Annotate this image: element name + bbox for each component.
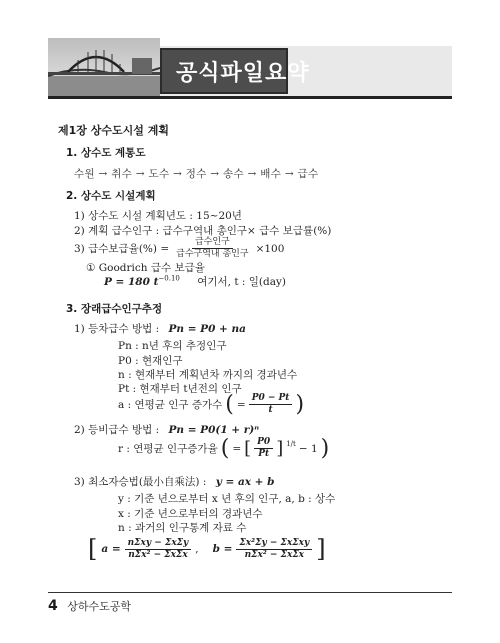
page-number: 4	[48, 598, 58, 614]
coef-a-fraction	[125, 538, 192, 561]
annual-increase-numerator: P0 − Pt	[249, 393, 293, 405]
goodrich-exponent: −0.10	[158, 274, 180, 283]
chapter-title: 제1장 상수도시설 계획	[58, 124, 169, 137]
planning-year-item: 1) 상수도 시설 계획년도 : 15~20년	[74, 210, 242, 222]
coef-b-numerator: Σx²Σy − ΣxΣxy	[236, 538, 312, 550]
arithmetic-def-3: n : 현재부터 계획년차 까지의 경과년수	[118, 369, 298, 381]
page-title: 공식파일요약	[176, 61, 310, 86]
annual-increase-fraction	[249, 393, 293, 416]
growth-rate-formula: r : 연평균 인구증가율 ( = [ $\frac{P0}{Pt}$ ] $^{1/t}$ − 1 )	[118, 436, 330, 461]
coef-a-numerator: nΣxy − ΣxΣy	[125, 538, 192, 550]
supply-rate-denominator: 급수구역내 총인구	[176, 249, 249, 259]
annual-increase-denominator: t	[268, 405, 273, 415]
least-squares-def-3: n : 과거의 인구통계 자료 수	[118, 522, 247, 534]
coef-b-label: b =	[212, 543, 233, 555]
section1-heading: 1. 상수도 계통도	[66, 147, 146, 159]
geometric-formula: Pn = P0(1 + r)ⁿ	[168, 424, 260, 436]
arithmetic-def-2: P0 : 현재인구	[118, 355, 183, 367]
growth-rate-label: r : 연평균 인구증가율	[118, 443, 218, 455]
arithmetic-formula: Pn = P0 + na	[168, 323, 246, 335]
growth-rate-numerator: P0	[254, 437, 273, 449]
header-divider	[48, 96, 452, 99]
coef-b-fraction	[236, 538, 312, 561]
geometric-method	[74, 422, 259, 437]
least-squares-method	[74, 474, 274, 489]
coef-b-denominator: nΣx² − ΣxΣx	[244, 549, 305, 560]
supply-rate-formula	[74, 237, 284, 260]
annual-increase-label: a : 연평균 인구 증가수	[118, 399, 223, 411]
section2-heading: 2. 상수도 시설계획	[66, 190, 156, 202]
coef-a-denominator: nΣx² − ΣxΣx	[128, 549, 188, 560]
growth-rate-tail: − 1	[298, 442, 318, 455]
goodrich-formula	[104, 274, 286, 289]
least-squares-formula: y = ax + b	[215, 476, 275, 488]
supply-rate-fraction	[173, 237, 251, 260]
coef-a-label: a =	[101, 543, 121, 555]
footer	[48, 598, 131, 614]
least-squares-def-1: y : 기준 년으로부터 x 년 후의 인구, a, b : 상수	[118, 493, 336, 505]
supply-rate-multiplier: ×100	[255, 242, 285, 255]
footer-divider	[48, 592, 452, 593]
section3-heading: 3. 장래급수인구추정	[66, 303, 163, 315]
growth-rate-denominator: Pt	[258, 449, 270, 459]
water-supply-flow: 수원 → 취수 → 도수 → 정수 → 송수 → 배수 → 급수	[74, 168, 319, 180]
supply-rate-label: 3) 급수보급율(%) =	[74, 243, 170, 255]
goodrich-note: 여기서, t : 일(day)	[197, 276, 287, 288]
book-title: 상하수도공학	[67, 600, 132, 613]
arithmetic-def-4: Pt : 현재부터 t년전의 인구	[118, 383, 242, 395]
bridge-photo	[48, 38, 160, 96]
goodrich-label: ① Goodrich 급수 보급율	[86, 262, 205, 274]
growth-rate-exponent: 1/t	[286, 440, 296, 448]
annual-increase-formula: a : 연평균 인구 증가수 ( = $\frac{P0 - Pt}{t}$ )	[118, 392, 305, 417]
arithmetic-method-label: 1) 등차급수 방법 :	[74, 323, 160, 335]
least-squares-coefficients: [ a = $\frac{\text{nΣxy − ΣxΣy}}{\text{nΣx² − ΣxΣx}}$ , b = $\frac{\text{Σx²Σy − ΣxΣxy}}{\text{nΣx² − ΣxΣx}}$ ]	[88, 535, 326, 563]
planned-population-item: 2) 계획 급수인구 : 급수구역내 총인구× 급수 보급률(%)	[74, 225, 332, 237]
least-squares-def-2: x : 기준 년으로부터의 경과년수	[118, 508, 263, 520]
supply-rate-numerator: 급수인구	[192, 237, 233, 249]
growth-rate-fraction	[254, 437, 273, 460]
geometric-method-label: 2) 등비급수 방법 :	[74, 424, 160, 436]
arithmetic-method	[74, 321, 246, 336]
arithmetic-def-1: Pn : n년 후의 추정인구	[118, 340, 227, 352]
goodrich-formula-main: P = 180 t	[104, 276, 159, 288]
least-squares-label: 3) 최소자승법(最小自乘法) :	[74, 476, 207, 488]
